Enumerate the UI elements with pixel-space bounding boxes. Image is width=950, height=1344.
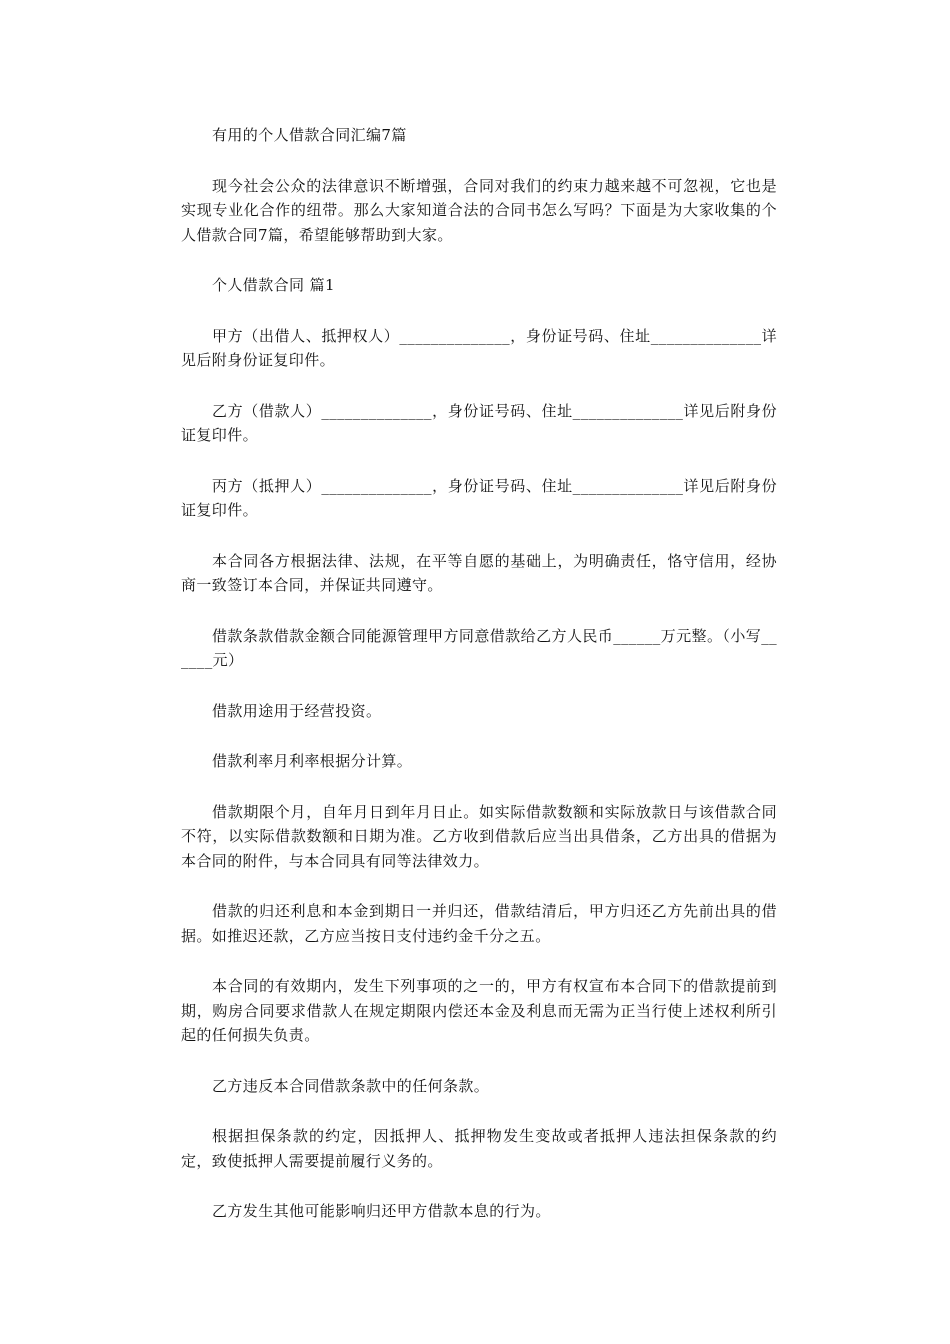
party-c-paragraph: 丙方（抵押人）______________，身份证号码、住址______________详见后附身份证复印件。: [181, 476, 777, 519]
intro-paragraph: 现今社会公众的法律意识不断增强，合同对我们的约束力越来越不可忽视，它也是实现专业化合作的纽带。那么大家知道合法的合同书怎么写吗？下面是为大家收集的个人借款合同7篇，希望能够帮助到大家。: [181, 176, 777, 244]
event-2-paragraph: 根据担保条款的约定，因抵押人、抵押物发生变故或者抵押人违法担保条款的约定，致使抵押人需要提前履行义务的。: [181, 1127, 777, 1170]
document-page: [181, 123, 777, 1224]
repayment-paragraph: 借款的归还利息和本金到期日一并归还，借款结清后，甲方归还乙方先前出具的借据。如推迟还款，乙方应当按日支付违约金千分之五。: [181, 902, 777, 945]
event-3-paragraph: 乙方发生其他可能影响归还甲方借款本息的行为。: [212, 1202, 551, 1220]
loan-term-paragraph: 借款期限个月，自年月日到年月日止。如实际借款数额和实际放款日与该借款合同不符，以实际借款数额和日期为准。乙方收到借款后应当出具借条，乙方出具的借据为本合同的附件，与本合同具有同等法律效力。: [181, 802, 777, 870]
party-a-paragraph: 甲方（出借人、抵押权人）______________，身份证号码、住址______________详见后附身份证复印件。: [181, 326, 777, 369]
acceleration-paragraph: 本合同的有效期内，发生下列事项的之一的，甲方有权宣布本合同下的借款提前到期，购房合同要求借款人在规定期限内偿还本金及利息而无需为正当行使上述权利所引起的任何损失负责。: [181, 977, 777, 1044]
event-1-paragraph: 乙方违反本合同借款条款中的任何条款。: [212, 1076, 490, 1095]
party-b-paragraph: 乙方（借款人）______________，身份证号码、住址______________详见后附身份证复印件。: [181, 401, 777, 444]
loan-purpose-paragraph: 借款用途用于经营投资。: [212, 701, 382, 720]
loan-rate-paragraph: 借款利率月利率根据分计算。: [212, 752, 413, 770]
agreement-paragraph: 本合同各方根据法律、法规，在平等自愿的基础上，为明确责任，恪守信用，经协商一致签订本合同，并保证共同遵守。: [181, 551, 777, 594]
section-heading: 个人借款合同 篇1: [212, 276, 335, 294]
loan-amount-paragraph: 借款条款借款金额合同能源管理甲方同意借款给乙方人民币______万元整。（小写______元）: [181, 626, 777, 669]
document-title: 有用的个人借款合同汇编7篇: [212, 126, 407, 144]
